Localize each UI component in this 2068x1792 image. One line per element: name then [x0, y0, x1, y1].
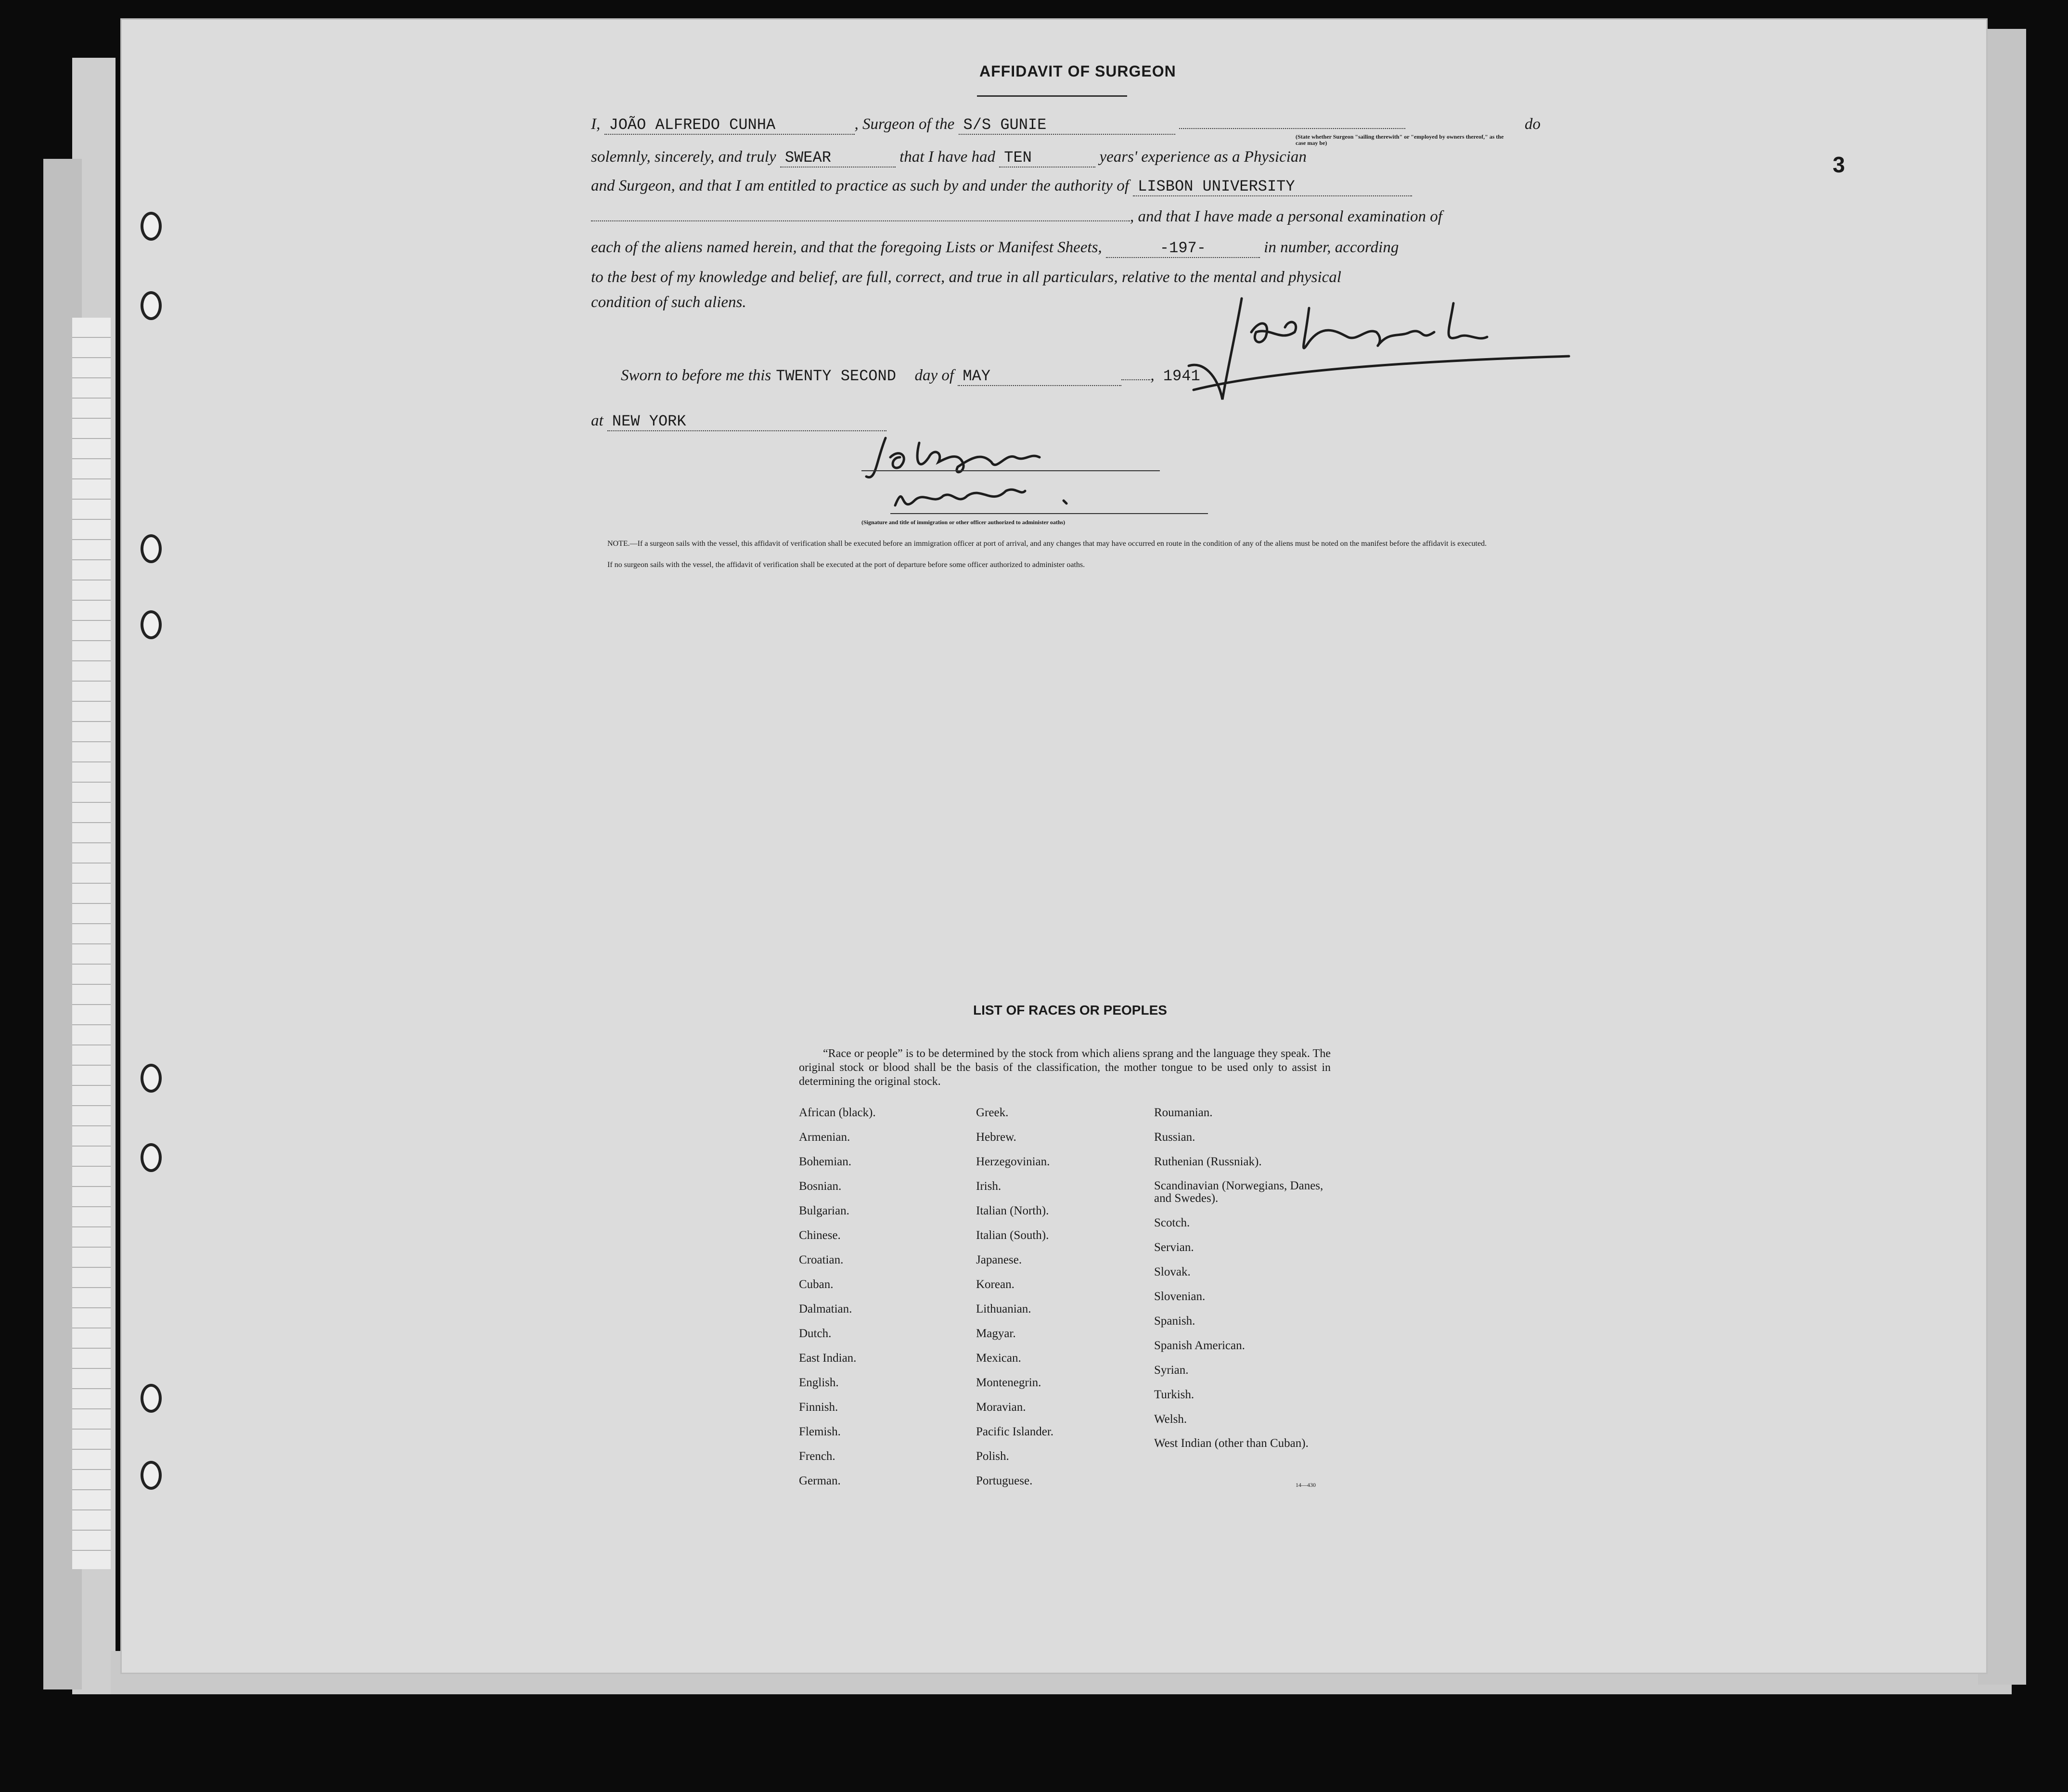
note-1: NOTE.—If a surgeon sails with the vessel, this affidavit of verification shall be executed before an immigration officer at port of arrival, and any changes that may have occurred en route in the condition of any of the aliens must be noted on the manifest before the affidavit is executed.	[607, 540, 1487, 548]
ruled-margin	[72, 318, 111, 1569]
form-number: 14—430	[1296, 1482, 1316, 1488]
list-item: African (black).	[799, 1106, 876, 1119]
affidavit-line-6: to the best of my knowledge and belief, are full, correct, and true in all particulars, relative to the mental and physical	[591, 269, 1341, 286]
surgeon-signature	[1078, 289, 1583, 414]
oath-type: SWEAR	[780, 149, 896, 168]
sworn-month: MAY	[958, 367, 1121, 386]
punch-hole-icon	[141, 610, 162, 639]
punch-hole-icon	[141, 1461, 162, 1490]
list-item: Italian (North).	[976, 1204, 1049, 1217]
authority: LISBON UNIVERSITY	[1133, 178, 1412, 196]
signature-line	[861, 470, 1160, 471]
affidavit-line-1: I, JOÃO ALFREDO CUNHA , Surgeon of the S/S GUNIE do	[591, 116, 1541, 134]
document-sheet	[120, 18, 1988, 1674]
list-item: Dalmatian.	[799, 1302, 852, 1315]
list-item: Spanish.	[1154, 1315, 1195, 1328]
list-item: Korean.	[976, 1278, 1015, 1291]
list-item: Magyar.	[976, 1327, 1016, 1340]
punch-hole-icon	[141, 1064, 162, 1093]
punch-hole-icon	[141, 291, 162, 320]
sworn-day: TWENTY SECOND	[776, 367, 896, 385]
list-item: Ruthenian (Russniak).	[1154, 1155, 1262, 1168]
note-2: If no surgeon sails with the vessel, the affidavit of verification shall be executed at the port of departure before some officer authorized to administer oaths.	[607, 561, 1085, 569]
races-column-3	[1154, 1106, 1342, 1474]
list-item: Servian.	[1154, 1241, 1194, 1254]
list-item: Italian (South).	[976, 1229, 1049, 1242]
list-item: Bohemian.	[799, 1155, 852, 1168]
affidavit-line-3: and Surgeon, and that I am entitled to practice as such by and under the authority of LISBON UNIVERSITY	[591, 177, 1544, 196]
list-item: Greek.	[976, 1106, 1009, 1119]
list-item: Armenian.	[799, 1131, 850, 1144]
list-item: Syrian.	[1154, 1364, 1189, 1377]
affidavit-line-7: condition of such aliens.	[591, 294, 746, 311]
sworn-place: NEW YORK	[607, 413, 886, 431]
list-item: Bulgarian.	[799, 1204, 849, 1217]
title-underline	[977, 95, 1127, 97]
signature-line	[890, 513, 1208, 514]
races-intro: “Race or people” is to be determined by the stock from which aliens sprang and the language they speak. The original stock or blood shall be the basis of the classification, the mother tongue to be used only to assist in determining the original stock.	[799, 1047, 1331, 1088]
list-item: Roumanian.	[1154, 1106, 1213, 1119]
list-item: Flemish.	[799, 1425, 841, 1438]
list-item: Turkish.	[1154, 1388, 1195, 1401]
list-item: Portuguese.	[976, 1474, 1033, 1487]
list-item: English.	[799, 1376, 839, 1389]
list-item: French.	[799, 1450, 835, 1463]
list-item: Montenegrin.	[976, 1376, 1041, 1389]
officer-signature	[857, 428, 1165, 529]
list-item: Chinese.	[799, 1229, 841, 1242]
races-column-1	[799, 1106, 876, 1499]
list-item: German.	[799, 1474, 841, 1487]
list-item: Russian.	[1154, 1131, 1195, 1144]
list-item: Scandinavian (Norwegians, Danes, and Swedes).	[1154, 1179, 1323, 1205]
surgeon-status-note: (State whether Surgeon "sailing therewith" or "employed by owners thereof," as the case may be)	[1296, 133, 1504, 146]
punch-hole-icon	[141, 212, 162, 241]
affidavit-line-5: each of the aliens named herein, and that the foregoing Lists or Manifest Sheets, -197- in number, according	[591, 239, 1399, 257]
list-item: Croatian.	[799, 1253, 844, 1266]
affidavit-line-4: , and that I have made a personal examination of	[591, 208, 1544, 226]
list-item: Pacific Islander.	[976, 1425, 1054, 1438]
list-item: Dutch.	[799, 1327, 832, 1340]
sworn-year: 1941	[1163, 367, 1200, 385]
list-item: Cuban.	[799, 1278, 834, 1291]
list-item: Herzegovinian.	[976, 1155, 1050, 1168]
list-item: Hebrew.	[976, 1131, 1016, 1144]
punch-hole-icon	[141, 534, 162, 563]
list-item: Polish.	[976, 1450, 1009, 1463]
list-item: West Indian (other than Cuban).	[1154, 1437, 1309, 1450]
punch-hole-icon	[141, 1143, 162, 1172]
signature-caption: (Signature and title of immigration or other officer authorized to administer oaths)	[861, 519, 1066, 526]
list-item: Lithuanian.	[976, 1302, 1031, 1315]
list-item: Finnish.	[799, 1401, 838, 1414]
years-experience: TEN	[999, 149, 1095, 168]
vessel-name: S/S GUNIE	[959, 116, 1175, 135]
affidavit-title: AFFIDAVIT OF SURGEON	[979, 63, 1176, 80]
list-item: Scotch.	[1154, 1216, 1190, 1229]
list-item: Irish.	[976, 1180, 1002, 1193]
page-number: 3	[1833, 152, 1845, 177]
surgeon-name: JOÃO ALFREDO CUNHA	[604, 116, 855, 135]
list-item: Moravian.	[976, 1401, 1026, 1414]
list-item: Mexican.	[976, 1352, 1021, 1365]
sworn-line: Sworn to before me this TWENTY SECOND day of MAY , 1941	[621, 367, 1574, 386]
races-column-2	[976, 1106, 1053, 1499]
list-item: Japanese.	[976, 1253, 1022, 1266]
list-item: Slovenian.	[1154, 1290, 1206, 1303]
place-line: at NEW YORK	[591, 412, 1544, 431]
list-item: Welsh.	[1154, 1413, 1187, 1426]
races-title: LIST OF RACES OR PEOPLES	[973, 1003, 1167, 1018]
list-item: Spanish American.	[1154, 1339, 1245, 1352]
affidavit-line-2: solemnly, sincerely, and truly SWEAR that I have had TEN years' experience as a Physician	[591, 148, 1307, 167]
list-item: East Indian.	[799, 1352, 857, 1365]
punch-hole-icon	[141, 1384, 162, 1413]
list-item: Slovak.	[1154, 1265, 1191, 1278]
list-item: Bosnian.	[799, 1180, 842, 1193]
manifest-sheets-count: -197-	[1106, 239, 1260, 258]
